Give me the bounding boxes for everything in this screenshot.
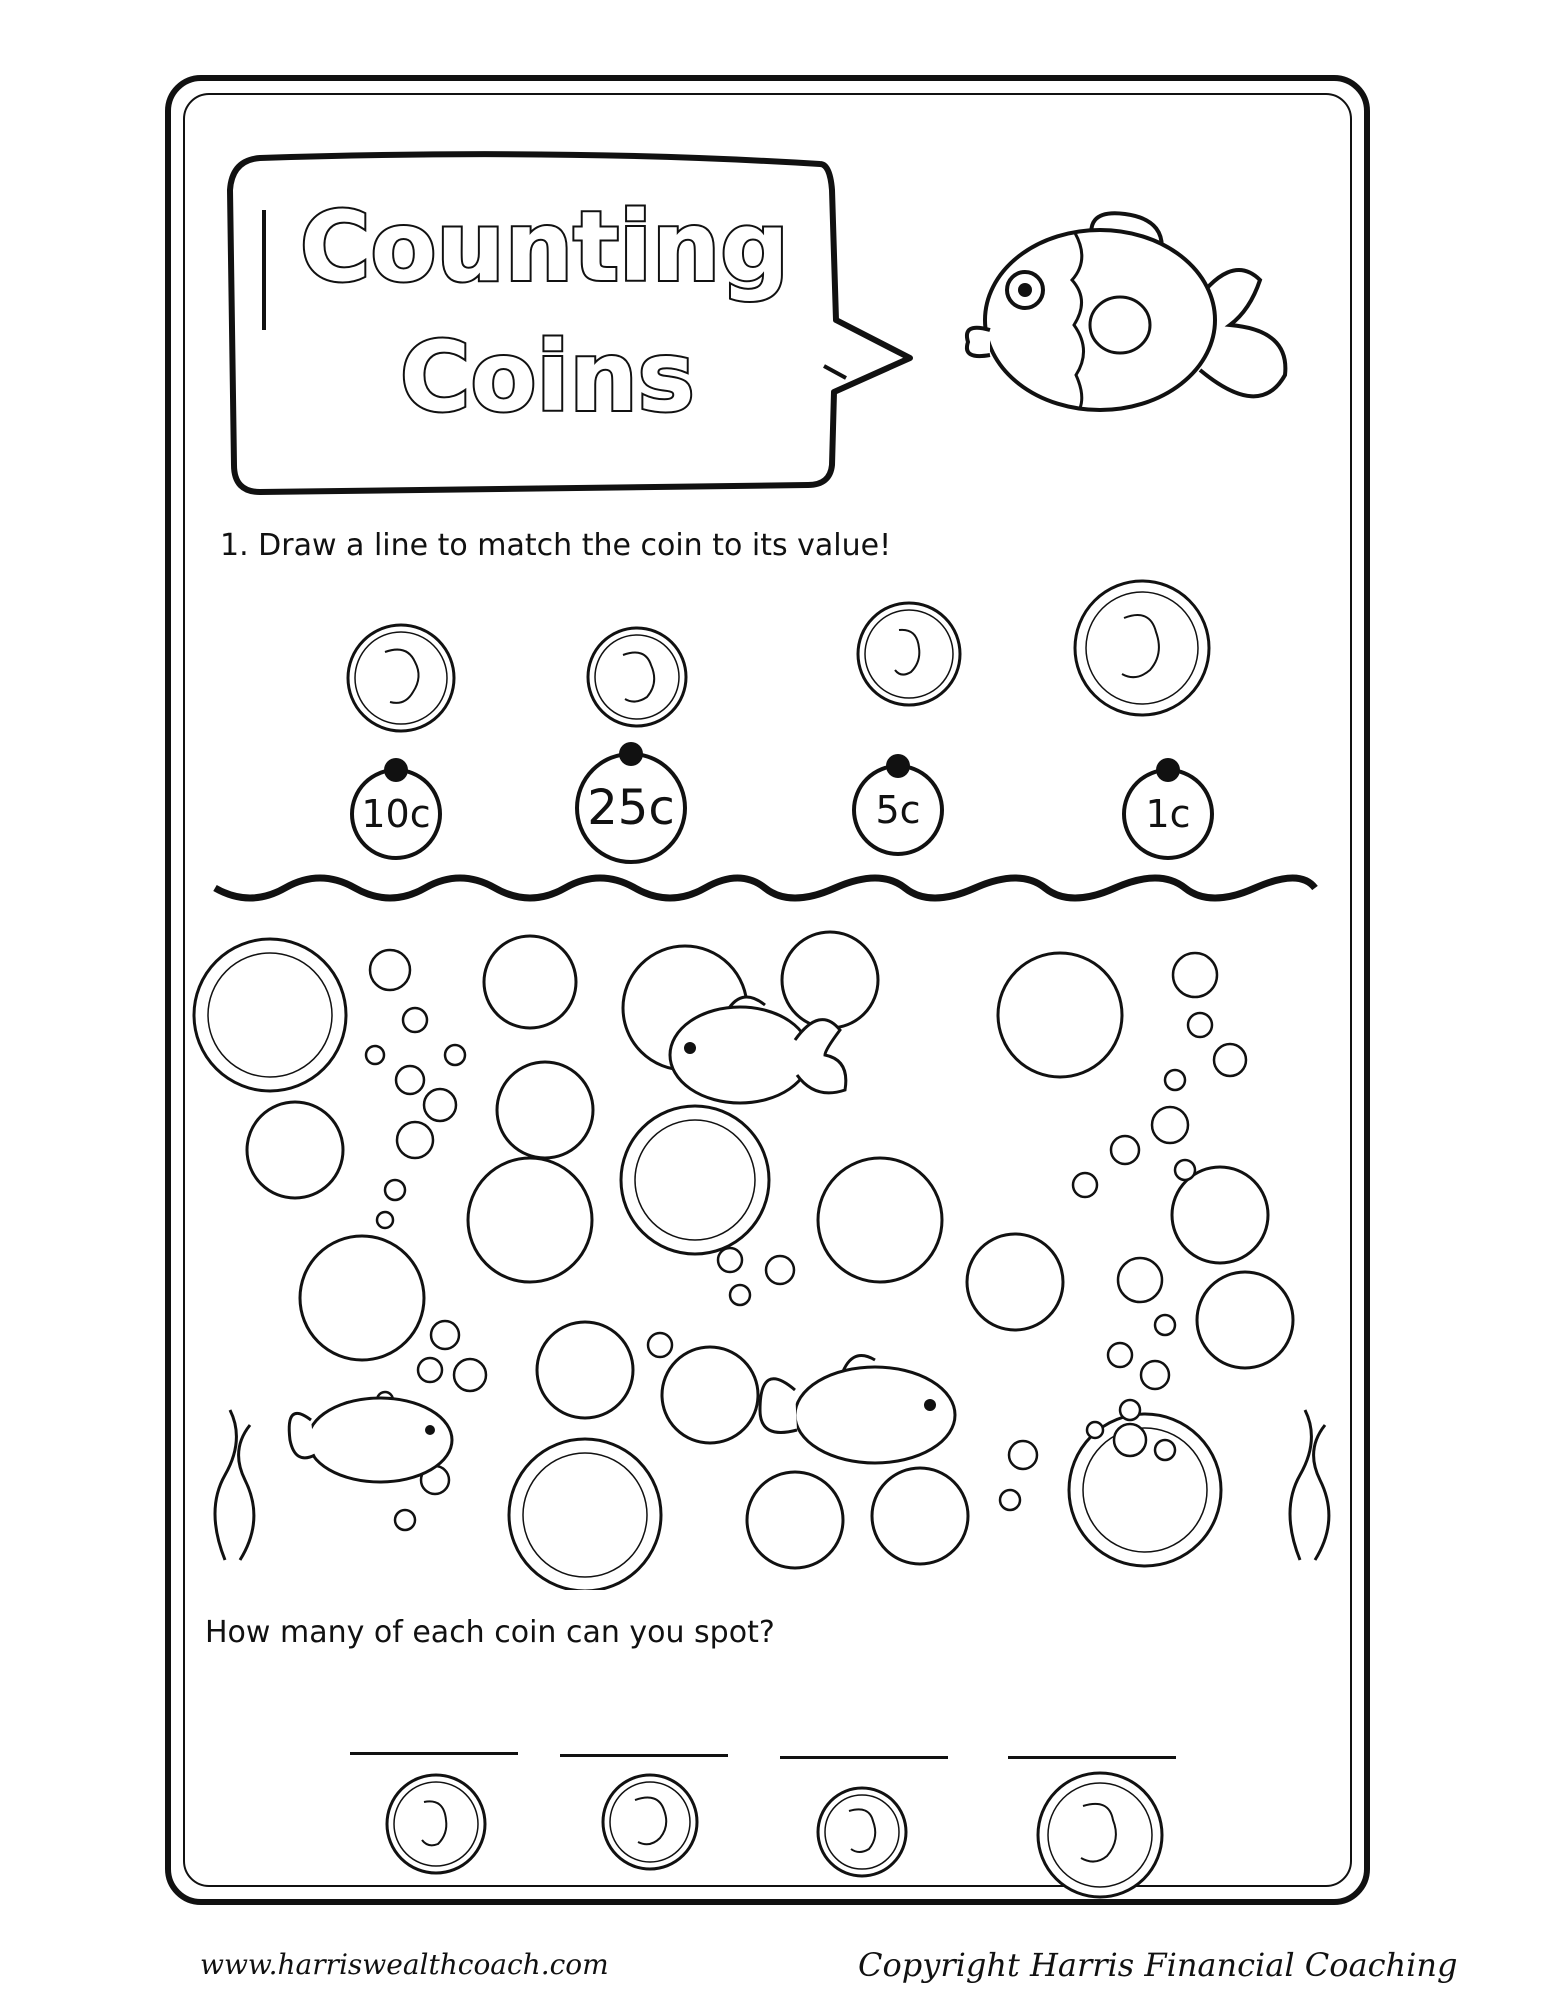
quarter-icon: [1072, 578, 1212, 718]
match-coin-dime-icon[interactable]: [585, 625, 689, 733]
penny-icon: [855, 600, 963, 708]
answer-line-penny[interactable]: [350, 1752, 518, 1755]
title-line-1: Counting: [300, 191, 789, 303]
connector-dot[interactable]: [1156, 758, 1180, 782]
connector-dot[interactable]: [384, 758, 408, 782]
instruction-1: 1. Draw a line to match the coin to its value!: [220, 528, 892, 563]
dime-icon: [585, 625, 689, 729]
value-badge-25c[interactable]: [575, 752, 687, 864]
answer-coin-nickel-icon: [600, 1772, 700, 1872]
answer-line-dime[interactable]: [780, 1756, 948, 1759]
footer-website[interactable]: www.harriswealthcoach.com: [200, 1948, 609, 1981]
answer-coin-penny-icon: [384, 1772, 488, 1876]
answer-coin-quarter-icon: [1035, 1770, 1165, 1900]
match-coin-penny-icon[interactable]: [855, 600, 963, 712]
title: [220, 130, 860, 470]
value-badge-5c[interactable]: [852, 764, 944, 856]
footer-copyright: Copyright Harris Financial Coaching: [858, 1946, 1458, 1984]
connector-dot[interactable]: [619, 742, 643, 766]
value-label: 5c: [875, 788, 921, 832]
value-label: 10c: [361, 792, 431, 836]
coin-scene: [185, 920, 1350, 1590]
wave-divider: [210, 868, 1320, 918]
value-badge-10c[interactable]: [350, 768, 442, 860]
answer-coin-dime-icon: [815, 1785, 909, 1879]
answer-line-nickel[interactable]: [560, 1754, 728, 1757]
match-coin-nickel-icon[interactable]: [345, 622, 457, 738]
value-badge-1c[interactable]: [1122, 768, 1214, 860]
value-label: 1c: [1145, 792, 1191, 836]
match-coin-quarter-icon[interactable]: [1072, 578, 1212, 722]
question-2: How many of each coin can you spot?: [205, 1615, 775, 1650]
connector-dot[interactable]: [886, 754, 910, 778]
answer-line-quarter[interactable]: [1008, 1756, 1176, 1759]
nickel-icon: [345, 622, 457, 734]
value-label: 25c: [587, 780, 675, 836]
fish-illustration: [960, 200, 1300, 450]
title-line-2: Coins: [400, 321, 695, 433]
